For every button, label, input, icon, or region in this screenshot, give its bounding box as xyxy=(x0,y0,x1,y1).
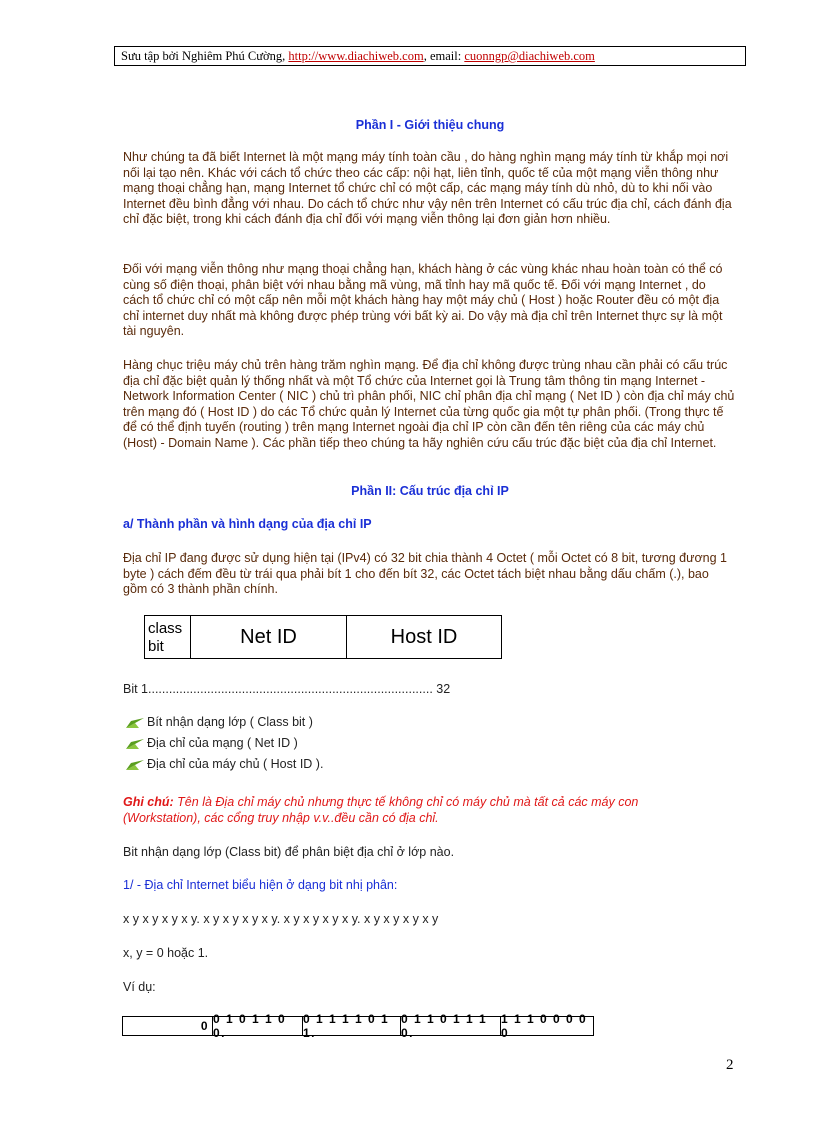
section2-paragraph-1: Địa chỉ IP đang được sử dụng hiện tại (IPv4) có 32 bit chia thành 4 Octet ( mỗi Octet có 8 bit, tương đương 1 byte ) cách đếm đều từ trái qua phải bít 1 cho đến bít 32, các Octet tách biệt nhau bằng dấu chấm (.), bao gồm có 3 thành phần chính. xyxy=(123,551,727,596)
section1-paragraph-3: Hàng chục triệu máy chủ trên hàng trăm nghìn mạng. Để địa chỉ không được trùng nhau cần phải có cấu trúc địa chỉ đặc biệt quản lý thống nhất và một Tổ chức của Internet gọi là Trung tâm thông tin mạng Internet - Network Information Center ( NIC ) chủ trì phân phối, NIC chỉ phân địa chỉ mạng ( Net ID ) còn địa chỉ máy chủ trên mạng đó ( Host ID ) do các Tổ chức quản lý Internet của từng quốc gia một tự phân phối. (Trong thực tế để có thể định tuyến (routing ) trên mạng Internet ngoài địa chỉ IP còn cần đến tên riêng của các máy chủ (Host) - Domain Name ). Các phần tiếp theo chúng ta hãy nghiên cứu cấu trúc đặc biệt của địa chỉ Internet. xyxy=(123,358,735,450)
header-url-link[interactable]: http://www.diachiweb.com xyxy=(288,49,424,63)
class-bit-explanation: Bit nhận dạng lớp (Class bit) để phân biệt địa chỉ ở lớp nào. xyxy=(123,845,455,859)
binary-example-table xyxy=(122,1012,594,1040)
net-id-cell: Net ID xyxy=(191,616,347,658)
binary-cell: 0 xyxy=(123,1017,213,1035)
note-label: Ghi chú: xyxy=(123,795,174,809)
header-email-label: , email: xyxy=(423,49,465,63)
note-text: Tên là Địa chỉ máy chủ nhưng thực tế không chỉ có máy chủ mà tất cả các máy con (Workstation), các cổng truy nhập v.v..đều cần có địa chỉ. xyxy=(123,795,639,825)
xy-values: x, y = 0 hoặc 1. xyxy=(123,946,209,960)
bullet-text: Địa chỉ của mạng ( Net ID ) xyxy=(147,736,298,750)
bullet-item xyxy=(125,715,313,729)
page-number: 2 xyxy=(726,1057,734,1073)
bullet-item xyxy=(125,736,298,750)
section1-paragraph-1: Như chúng ta đã biết Internet là một mạng máy tính toàn cầu , do hàng nghìn mạng máy tính từ khắp mọi nơi nối lại tạo nên. Khác với cách tổ chức theo các cấp: nội hạt, liên tỉnh, quốc tế của một mạng viễn thông như mạng thoại chẳng hạn, mạng Internet tổ chức chỉ có một cấp, các mạng máy tính dù nhỏ, dù to khi nối vào Internet đều bình đẳng với nhau. Do cách tổ chức như vậy nên trên Internet có cấu trúc địa chỉ, cách đánh địa chỉ đặc biệt, trong khi cách đánh địa chỉ đối với mạng viễn thông lại đơn giản hơn nhiều. xyxy=(123,150,732,226)
bullet-text: Bít nhận dạng lớp ( Class bit ) xyxy=(147,715,313,729)
binary-cell: 0 1 1 0 1 1 1 0. xyxy=(401,1017,501,1035)
section1-title: Phần I - Giới thiệu chung xyxy=(355,118,505,132)
note xyxy=(123,795,713,826)
arrow-bullet-icon xyxy=(125,715,145,729)
page-header xyxy=(114,46,746,66)
bullet-text: Địa chỉ của máy chủ ( Host ID ). xyxy=(147,757,324,771)
arrow-bullet-icon xyxy=(125,736,145,750)
arrow-bullet-icon xyxy=(125,757,145,771)
example-label: Ví dụ: xyxy=(123,980,156,994)
binary-heading: 1/ - Địa chỉ Internet biểu hiện ở dạng bit nhị phân: xyxy=(123,878,398,892)
header-email-link[interactable]: cuonngp@diachiweb.com xyxy=(464,49,595,63)
section2-subtitle: a/ Thành phần và hình dạng của địa chỉ IP xyxy=(123,517,372,531)
bullet-item xyxy=(125,757,323,771)
bit-range: Bit 1.................................................................................. 32 xyxy=(123,682,451,696)
section1-paragraph-2: Đối với mạng viễn thông như mạng thoại chẳng hạn, khách hàng ở các vùng khác nhau hoàn toàn có thể có cùng số điện thoại, phân biệt với nhau bằng mã vùng, mã tỉnh hay mã quốc tế. Đối với mạng Internet , do cách tổ chức chỉ có một cấp nên mỗi một khách hàng hay một máy chủ ( Host ) hoặc Router đều có một địa chỉ internet duy nhất mà không được phép trùng với bất kỳ ai. Do vậy mà địa chỉ trên Internet thực sự là một tài nguyên. xyxy=(123,262,723,338)
binary-cell: 1 1 1 0 0 0 0 0 xyxy=(501,1012,588,1040)
host-id-cell: Host ID xyxy=(390,625,458,648)
class-bit-cell: class bit xyxy=(145,616,191,658)
binary-cell: 0 1 0 1 1 0 0. xyxy=(213,1017,303,1035)
binary-cell: 0 1 1 1 1 0 1 1. xyxy=(303,1017,401,1035)
section2-title: Phần II: Cấu trúc địa chỉ IP xyxy=(351,484,509,498)
ip-structure-diagram xyxy=(144,615,502,659)
header-prefix: Sưu tập bởi Nghiêm Phú Cường, xyxy=(121,49,289,63)
binary-pattern: x y x y x y x y. x y x y x y x y. x y x y x y x y. x y x y x y x y xyxy=(123,912,439,926)
